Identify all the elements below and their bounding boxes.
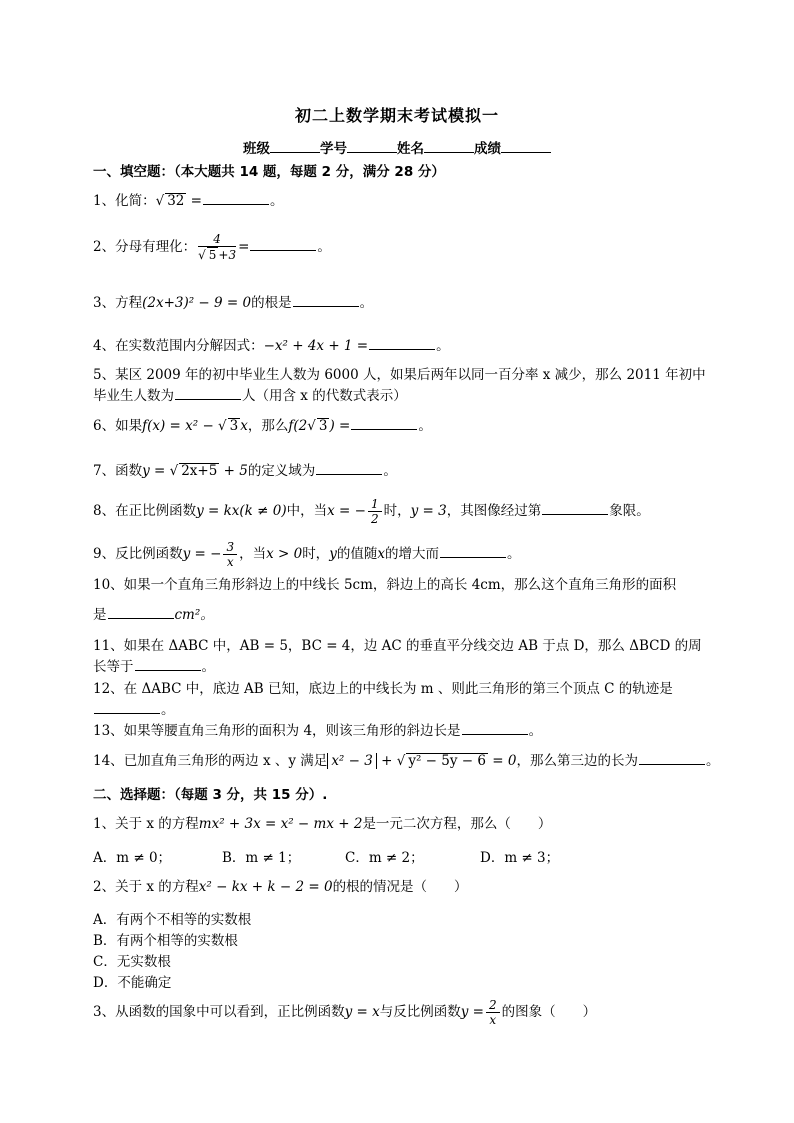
question-2: 2、分母有理化： $\frac{4}{√ 5 +3}$ = 。 bbox=[93, 232, 331, 262]
name-blank bbox=[424, 140, 474, 153]
answer-blank bbox=[542, 502, 608, 515]
choice-1-option-a: A．m ≠ 0； bbox=[93, 850, 172, 866]
answer-blank bbox=[293, 294, 359, 307]
name-label: 姓名 bbox=[397, 141, 424, 157]
class-blank bbox=[270, 140, 320, 153]
section1-heading: 一、填空题：（本大题共 14 题，每题 2 分，满分 28 分） bbox=[93, 164, 445, 180]
question-8: 8、在正比例函数y = kx(k ≠ 0)中，当x = − $\frac{1}{2}$ 时，y = 3，其图像经过第 象限。 bbox=[93, 497, 650, 526]
choice-1-option-c: C．m ≠ 2； bbox=[345, 850, 424, 866]
answer-blank bbox=[462, 722, 528, 735]
choice-question-2: 2、关于 x 的方程x² − kx + k − 2 = 0的根的情况是（ ） bbox=[93, 879, 468, 895]
question-14: 14、已加直角三角形的两边 x 、y 满足 x² − 3 + √ y² − 5y − 6 = 0，那么第三边的长为 。 bbox=[93, 753, 720, 769]
answer-blank bbox=[316, 462, 382, 475]
question-4: 4、在实数范围内分解因式：−x² + 4x + 1 = 。 bbox=[93, 338, 450, 354]
question-10-line2: 是 cm²。 bbox=[93, 607, 214, 623]
class-label: 班级 bbox=[243, 141, 270, 157]
question-1: 1、化简：√ 32 = 。 bbox=[93, 193, 284, 209]
answer-blank bbox=[175, 387, 241, 400]
question-3: 3、方程(2x+3)² − 9 = 0的根是 。 bbox=[93, 295, 374, 311]
choice-2-option-d: D．不能确定 bbox=[93, 975, 172, 991]
question-11-line1: 11、如果在 ΔABC 中，AB = 5，BC = 4，边 AC 的垂直平分线交边 AB 于点 D，那么 ΔBCD 的周 bbox=[93, 638, 702, 654]
question-5-line1: 5、某区 2009 年的初中毕业生人数为 6000 人，如果后两年以同一百分率 x 减少，那么 2011 年初中 bbox=[93, 367, 706, 383]
choice-1-option-d: D．m ≠ 3； bbox=[480, 850, 560, 866]
question-12-line2: 。 bbox=[93, 699, 175, 721]
question-10-line1: 10、如果一个直角三角形斜边上的中线长 5cm，斜边上的高长 4cm，那么这个直角三角形的面积 bbox=[93, 577, 677, 593]
answer-blank bbox=[440, 545, 506, 558]
answer-blank bbox=[203, 192, 269, 205]
section2-heading: 二、选择题：（每题 3 分，共 15 分）. bbox=[93, 787, 328, 803]
answer-blank bbox=[351, 417, 417, 430]
student-info-line bbox=[0, 137, 794, 157]
answer-blank bbox=[94, 701, 160, 714]
id-label: 学号 bbox=[320, 141, 347, 157]
answer-blank bbox=[639, 752, 705, 765]
choice-2-option-a: A．有两个不相等的实数根 bbox=[93, 912, 252, 928]
question-9: 9、反比例函数y = − $\frac{3}{x}$ ，当x > 0时，y的值随x的增大而 。 bbox=[93, 540, 521, 569]
answer-blank bbox=[369, 337, 435, 350]
question-13: 13、如果等腰直角三角形的面积为 4，则该三角形的斜边长是 。 bbox=[93, 723, 543, 739]
question-7: 7、函数y = √ 2x+5 + 5的定义域为 。 bbox=[93, 463, 397, 479]
choice-1-option-b: B．m ≠ 1； bbox=[222, 850, 301, 866]
answer-blank bbox=[108, 606, 174, 619]
question-12-line1: 12、在 ΔABC 中，底边 AB 已知，底边上的中线长为 m 、则此三角形的第三个顶点 C 的轨迹是 bbox=[93, 681, 673, 697]
page-title: 初二上数学期末考试模拟一 bbox=[294, 106, 499, 125]
choice-2-option-b: B．有两个相等的实数根 bbox=[93, 933, 238, 949]
score-blank bbox=[501, 140, 551, 153]
id-blank bbox=[347, 140, 397, 153]
answer-blank bbox=[135, 658, 201, 671]
choice-question-1: 1、关于 x 的方程mx² + 3x = x² − mx + 2是一元二次方程，那么（ ） bbox=[93, 816, 552, 832]
choice-question-3: 3、从函数的国象中可以看到，正比例函数y = x与反比例函数y = $\frac{2}{x}$ 的图象（ ） bbox=[93, 998, 597, 1027]
question-11-line2: 长等于 。 bbox=[93, 659, 215, 675]
question-6: 6、如果f(x) = x² − √ 3 x，那么f(2√ 3 ) = 。 bbox=[93, 418, 432, 434]
answer-blank bbox=[250, 238, 316, 251]
choice-2-option-c: C．无实数根 bbox=[93, 954, 171, 970]
score-label: 成绩 bbox=[474, 141, 501, 157]
question-5-line2: 毕业生人数为 人（用含 x 的代数式表示） bbox=[93, 388, 407, 404]
